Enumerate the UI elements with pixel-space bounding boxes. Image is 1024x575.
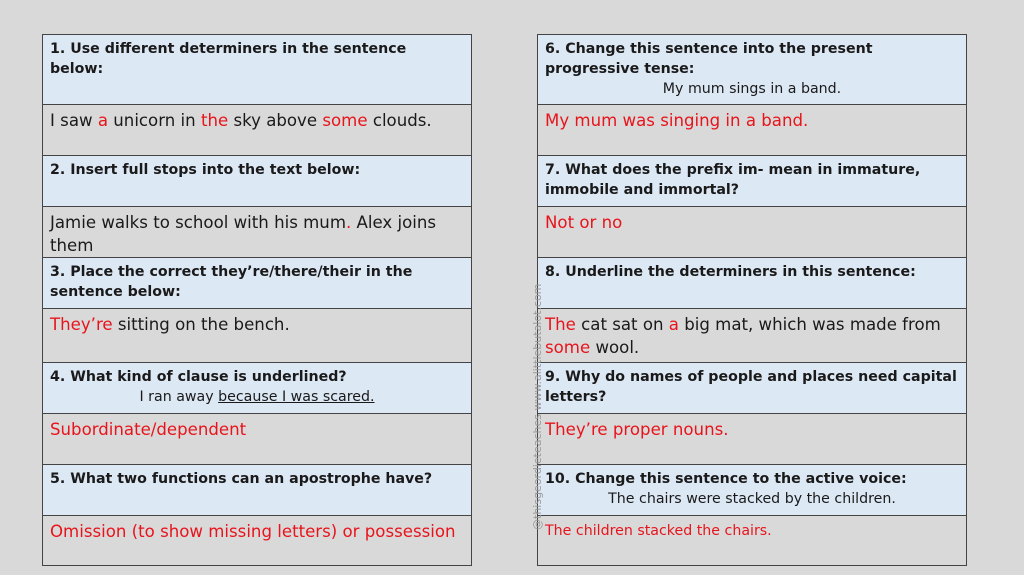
answer-10-text: The children stacked the chairs. bbox=[545, 523, 772, 539]
answer-5-text: Omission (to show missing letters) or possession bbox=[50, 522, 456, 541]
watermark-text: @thisgeordieteaches www.alittlebutalot.com bbox=[531, 283, 544, 530]
right-quiz-panel bbox=[537, 34, 967, 566]
text-segment: clouds. bbox=[367, 111, 432, 130]
question-1-text: 1. Use different determiners in the sentence below: bbox=[50, 41, 407, 77]
question-7-text: 7. What does the prefix im- mean in immature, immobile and immortal? bbox=[545, 162, 921, 198]
question-4 bbox=[43, 362, 471, 413]
text-segment: sky above bbox=[228, 111, 323, 130]
answer-9 bbox=[538, 413, 966, 464]
question-9-text: 9. Why do names of people and places need capital letters? bbox=[545, 369, 957, 405]
question-2 bbox=[43, 155, 471, 206]
answer-3-text bbox=[50, 313, 464, 336]
question-4-text: 4. What kind of clause is underlined? bbox=[50, 369, 347, 385]
answer-5 bbox=[43, 515, 471, 565]
question-5-text: 5. What two functions can an apostrophe have? bbox=[50, 471, 433, 487]
answer-4 bbox=[43, 413, 471, 464]
answer-highlight: some bbox=[322, 111, 368, 130]
answer-8-text bbox=[545, 313, 959, 359]
text-segment: big mat, which was made from bbox=[678, 315, 941, 334]
answer-highlight: The bbox=[545, 315, 576, 334]
question-9 bbox=[538, 362, 966, 413]
question-10-text: 10. Change this sentence to the active voice: bbox=[545, 471, 907, 487]
answer-6-text: My mum was singing in a band. bbox=[545, 111, 809, 130]
question-5 bbox=[43, 464, 471, 515]
answer-3 bbox=[43, 308, 471, 362]
text-segment: wool. bbox=[590, 338, 640, 357]
question-6-sentence: My mum sings in a band. bbox=[662, 81, 842, 97]
text-segment: Alex joins them bbox=[50, 213, 437, 255]
question-10 bbox=[538, 464, 966, 515]
answer-10 bbox=[538, 515, 966, 565]
underlined-clause: because I was scared. bbox=[218, 389, 375, 405]
answer-highlight: . bbox=[345, 213, 352, 232]
question-8 bbox=[538, 257, 966, 308]
text-segment: I ran away bbox=[139, 389, 219, 405]
answer-8 bbox=[538, 308, 966, 362]
answer-2 bbox=[43, 206, 471, 257]
answer-highlight: a bbox=[668, 315, 679, 334]
answer-9-text: They’re proper nouns. bbox=[545, 420, 729, 439]
answer-7 bbox=[538, 206, 966, 257]
question-3 bbox=[43, 257, 471, 308]
question-4-sentence bbox=[50, 387, 464, 407]
text-segment: sitting on the bench. bbox=[112, 315, 290, 334]
question-10-sentence: The chairs were stacked by the children. bbox=[608, 491, 896, 507]
answer-1 bbox=[43, 104, 471, 155]
answer-highlight: some bbox=[545, 338, 591, 357]
question-6-text: 6. Change this sentence into the present progressive tense: bbox=[545, 41, 873, 77]
text-segment: Jamie walks to school with his mum bbox=[50, 213, 346, 232]
answer-highlight: the bbox=[200, 111, 229, 130]
answer-6 bbox=[538, 104, 966, 155]
text-segment: cat sat on bbox=[575, 315, 669, 334]
left-quiz-panel bbox=[42, 34, 472, 566]
answer-1-text bbox=[50, 109, 464, 132]
answer-7-text: Not or no bbox=[545, 213, 623, 232]
answer-4-text: Subordinate/dependent bbox=[50, 420, 247, 439]
question-7 bbox=[538, 155, 966, 206]
answer-highlight: They’re bbox=[50, 315, 113, 334]
question-6 bbox=[538, 35, 966, 104]
answer-highlight: a bbox=[97, 111, 109, 130]
answer-2-text bbox=[50, 211, 464, 257]
text-segment: I saw bbox=[50, 111, 98, 130]
question-1 bbox=[43, 35, 471, 104]
text-segment: unicorn in bbox=[108, 111, 201, 130]
question-2-text: 2. Insert full stops into the text below: bbox=[50, 162, 361, 178]
question-3-text: 3. Place the correct they’re/there/their in the sentence below: bbox=[50, 264, 413, 300]
question-8-text: 8. Underline the determiners in this sentence: bbox=[545, 264, 916, 280]
